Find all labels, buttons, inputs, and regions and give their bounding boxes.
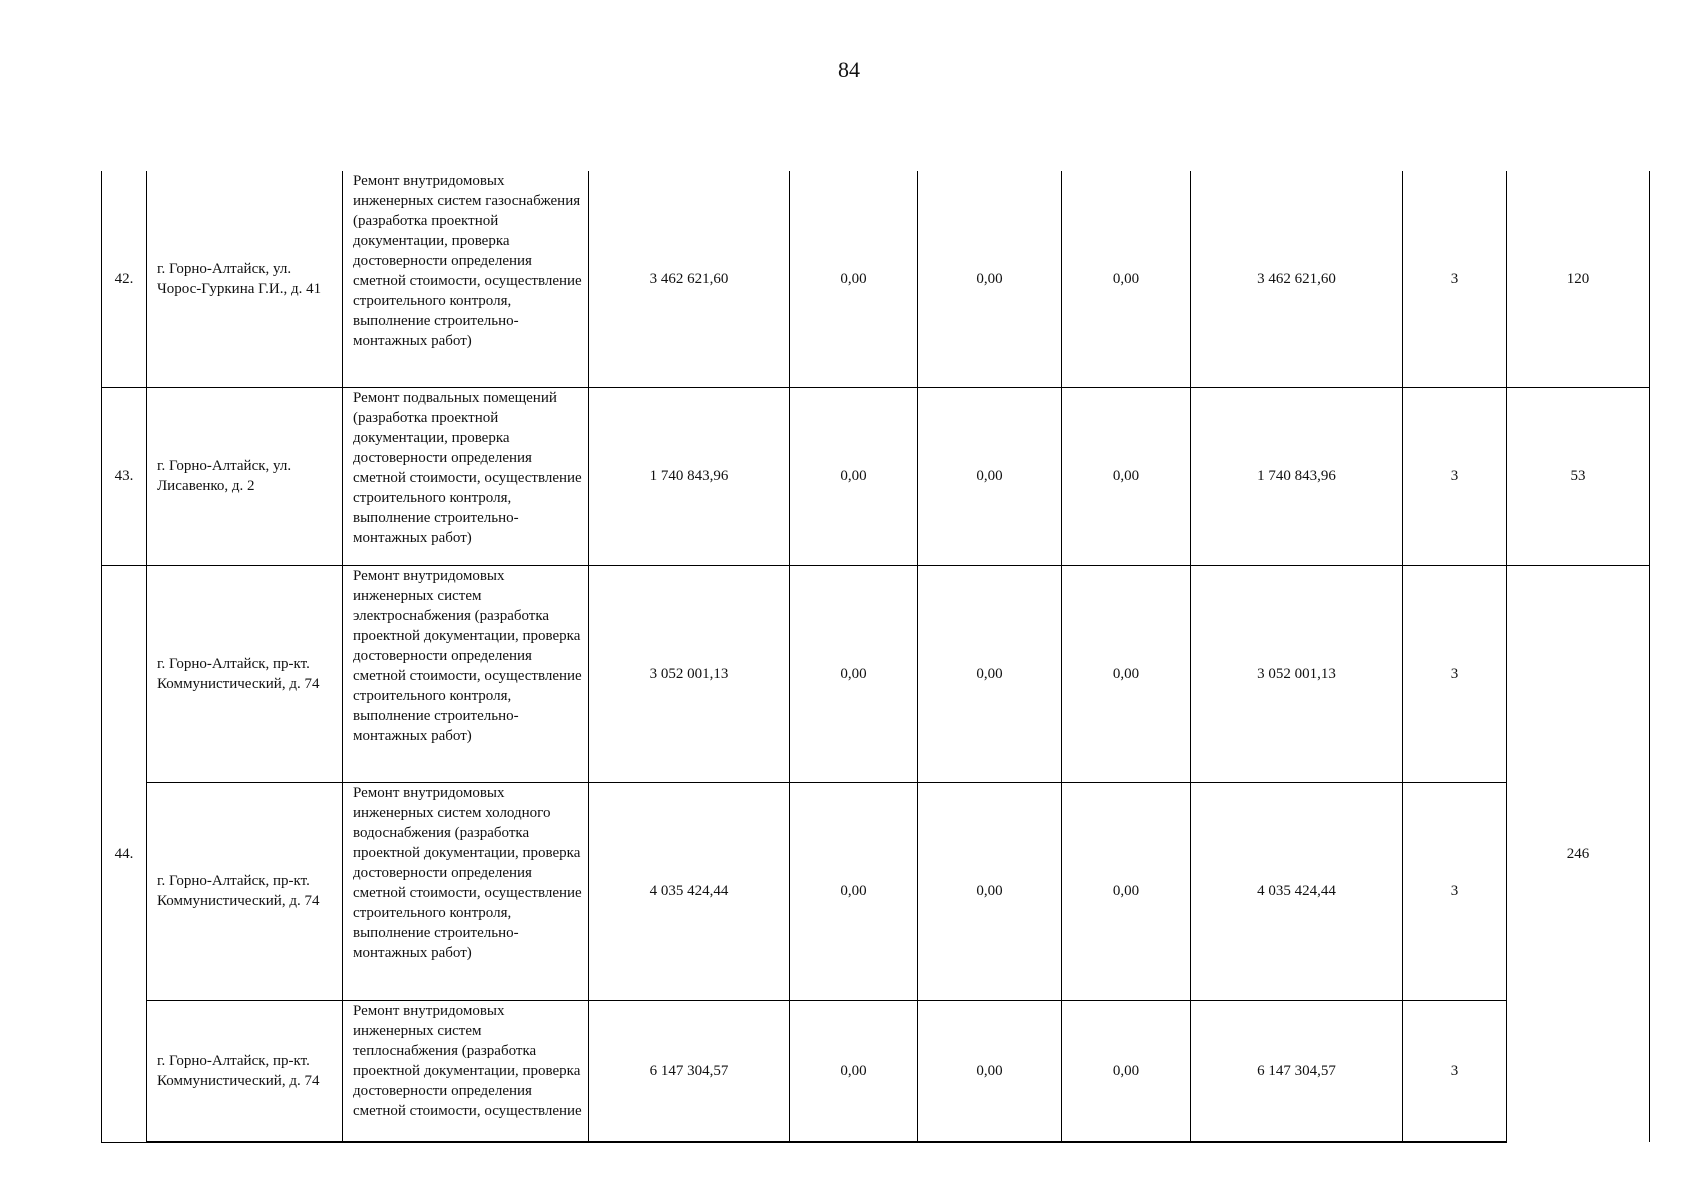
table-row [102,171,1650,387]
address-cell: г. Горно-Алтайск, ул. Лисавенко, д. 2 [147,387,343,565]
table-row [102,387,1650,565]
amount-cell: 0,00 [918,782,1062,1000]
funds-cell: 3 052 001,13 [1191,565,1403,782]
work-description-cell: Ремонт внутридомовых инженерных систем теплоснабжения (разработка проектной документации, проверка достоверности определения сметной стоимости, осуществление [343,1000,589,1142]
last-column-cell: 246 [1507,565,1650,1142]
amount-cell: 0,00 [1062,1000,1191,1142]
period-cell: 3 [1403,565,1507,782]
total-cost-cell: 1 740 843,96 [589,387,790,565]
address-cell: г. Горно-Алтайск, пр-кт. Коммунистический, д. 74 [147,1000,343,1142]
period-cell: 3 [1403,171,1507,387]
work-description-cell: Ремонт внутридомовых инженерных систем электроснабжения (разработка проектной документации, проверка достоверности определения сметной стоимости, осуществление строительного контроля, выполнение строительно-монтажных работ) [343,565,589,782]
last-column-cell: 120 [1507,171,1650,387]
total-cost-cell: 6 147 304,57 [589,1000,790,1142]
address-cell: г. Горно-Алтайск, пр-кт. Коммунистический, д. 74 [147,782,343,1000]
funds-cell: 1 740 843,96 [1191,387,1403,565]
amount-cell: 0,00 [790,1000,918,1142]
address-cell: г. Горно-Алтайск, ул. Чорос-Гуркина Г.И., д. 41 [147,171,343,387]
funds-cell: 6 147 304,57 [1191,1000,1403,1142]
row-number: 43. [102,387,147,565]
amount-cell: 0,00 [1062,171,1191,387]
work-description-cell: Ремонт подвальных помещений (разработка проектной документации, проверка достоверности определения сметной стоимости, осуществление строительного контроля, выполнение строительно-монтажных работ) [343,387,589,565]
repair-works-table [101,171,1650,1143]
amount-cell: 0,00 [1062,782,1191,1000]
address-cell: г. Горно-Алтайск, пр-кт. Коммунистический, д. 74 [147,565,343,782]
amount-cell: 0,00 [790,171,918,387]
table-row [102,782,1650,1000]
amount-cell: 0,00 [918,387,1062,565]
amount-cell: 0,00 [790,387,918,565]
period-cell: 3 [1403,387,1507,565]
amount-cell: 0,00 [918,171,1062,387]
table-row [102,565,1650,782]
total-cost-cell: 3 052 001,13 [589,565,790,782]
amount-cell: 0,00 [918,565,1062,782]
amount-cell: 0,00 [790,565,918,782]
period-cell: 3 [1403,1000,1507,1142]
work-description-cell: Ремонт внутридомовых инженерных систем холодного водоснабжения (разработка проектной документации, проверка достоверности определения сметной стоимости, осуществление строительного контроля, выполнение строительно-монтажных работ) [343,782,589,1000]
total-cost-cell: 3 462 621,60 [589,171,790,387]
funds-cell: 3 462 621,60 [1191,171,1403,387]
period-cell: 3 [1403,782,1507,1000]
amount-cell: 0,00 [1062,387,1191,565]
page-number: 84 [838,57,860,82]
amount-cell: 0,00 [918,1000,1062,1142]
last-column-cell: 53 [1507,387,1650,565]
funds-cell: 4 035 424,44 [1191,782,1403,1000]
work-description-cell: Ремонт внутридомовых инженерных систем газоснабжения (разработка проектной документации, проверка достоверности определения сметной стоимости, осуществление строительного контроля, выполнение строительно-монтажных работ) [343,171,589,387]
row-number: 44. [102,565,147,1142]
total-cost-cell: 4 035 424,44 [589,782,790,1000]
table-row [102,1000,1650,1142]
amount-cell: 0,00 [1062,565,1191,782]
row-number: 42. [102,171,147,387]
amount-cell: 0,00 [790,782,918,1000]
